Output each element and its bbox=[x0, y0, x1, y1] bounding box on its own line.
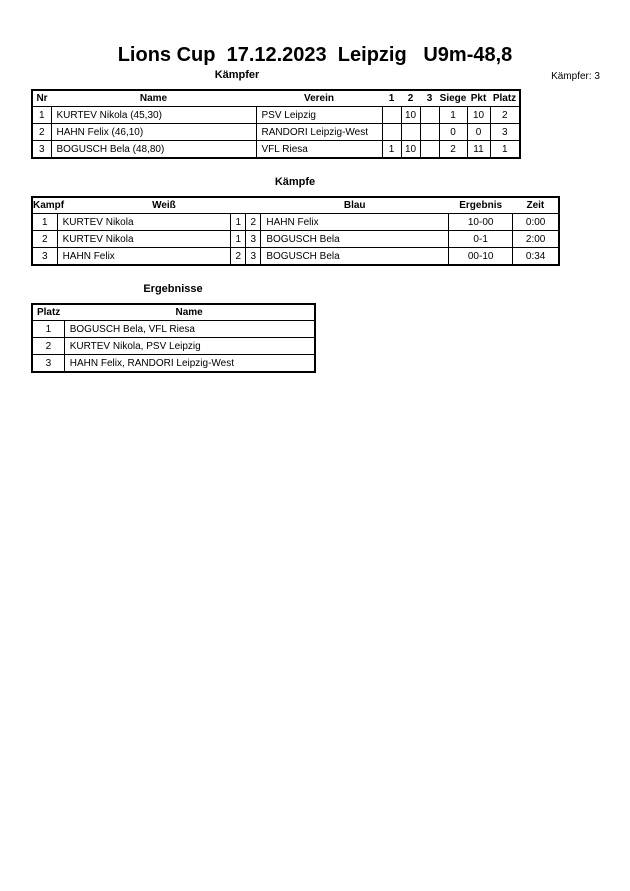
fighter-points: 11 bbox=[467, 141, 490, 159]
fighter-wins: 1 bbox=[439, 107, 467, 124]
fight-blue: HAHN Felix bbox=[261, 214, 449, 231]
col-pkt: Pkt bbox=[467, 90, 490, 107]
table-row bbox=[32, 338, 315, 355]
fighter-round-3 bbox=[420, 141, 439, 159]
table-row bbox=[32, 214, 559, 231]
col-platz: Platz bbox=[32, 304, 64, 321]
fighter-round-1: 1 bbox=[382, 141, 401, 159]
col-ergebnis: Ergebnis bbox=[449, 197, 513, 214]
fighter-name: KURTEV Nikola (45,30) bbox=[51, 107, 256, 124]
fights-table bbox=[31, 196, 560, 266]
col-blau: Blau bbox=[261, 197, 449, 214]
col-verein: Verein bbox=[256, 90, 382, 107]
fighter-round-2 bbox=[401, 124, 420, 141]
fighter-count: Kämpfer: 3 bbox=[551, 71, 600, 82]
fighter-round-1 bbox=[382, 107, 401, 124]
fighter-points: 0 bbox=[467, 124, 490, 141]
fighter-nr: 2 bbox=[32, 124, 51, 141]
results-header-row bbox=[32, 304, 315, 321]
fighter-name: HAHN Felix (46,10) bbox=[51, 124, 256, 141]
fight-time: 2:00 bbox=[513, 231, 559, 248]
table-row bbox=[32, 355, 315, 373]
result-place: 3 bbox=[32, 355, 64, 373]
fighter-club: RANDORI Leipzig-West bbox=[256, 124, 382, 141]
table-row bbox=[32, 231, 559, 248]
col-name: Name bbox=[64, 304, 315, 321]
fight-result: 10-00 bbox=[449, 214, 513, 231]
fight-blue: BOGUSCH Bela bbox=[261, 231, 449, 248]
col-zeit: Zeit bbox=[513, 197, 559, 214]
fighter-wins: 2 bbox=[439, 141, 467, 159]
fighters-table bbox=[31, 89, 521, 159]
fight-white: KURTEV Nikola bbox=[57, 214, 231, 231]
col-kampf: Kampf bbox=[32, 197, 57, 214]
fight-time: 0:00 bbox=[513, 214, 559, 231]
table-row bbox=[32, 321, 315, 338]
fighter-club: PSV Leipzig bbox=[256, 107, 382, 124]
fight-number: 2 bbox=[32, 231, 57, 248]
result-place: 2 bbox=[32, 338, 64, 355]
fighter-round-2: 10 bbox=[401, 141, 420, 159]
fighter-round-3 bbox=[420, 107, 439, 124]
fights-section-title: Kämpfe bbox=[274, 176, 316, 188]
fight-number: 1 bbox=[32, 214, 57, 231]
fight-white-nr: 2 bbox=[231, 248, 246, 266]
results-table bbox=[31, 303, 316, 373]
col-name: Name bbox=[51, 90, 256, 107]
results-section-title: Ergebnisse bbox=[143, 283, 203, 295]
fighters-section-title: Kämpfer bbox=[214, 69, 260, 81]
fighter-name: BOGUSCH Bela (48,80) bbox=[51, 141, 256, 159]
table-row bbox=[32, 141, 520, 159]
result-name: BOGUSCH Bela, VFL Riesa bbox=[64, 321, 315, 338]
result-place: 1 bbox=[32, 321, 64, 338]
fight-blue: BOGUSCH Bela bbox=[261, 248, 449, 266]
col-siege: Siege bbox=[439, 90, 467, 107]
fighter-club: VFL Riesa bbox=[256, 141, 382, 159]
fight-white: HAHN Felix bbox=[57, 248, 231, 266]
fight-blue-nr: 2 bbox=[246, 214, 261, 231]
page-title: Lions Cup 17.12.2023 Leipzig U9m-48,8 bbox=[117, 44, 513, 66]
col-round-2: 2 bbox=[401, 90, 420, 107]
col-weiss: Weiß bbox=[57, 197, 261, 214]
fighter-round-1 bbox=[382, 124, 401, 141]
fighter-nr: 3 bbox=[32, 141, 51, 159]
fight-time: 0:34 bbox=[513, 248, 559, 266]
fight-blue-nr: 3 bbox=[246, 248, 261, 266]
col-round-3: 3 bbox=[420, 90, 439, 107]
fighter-round-3 bbox=[420, 124, 439, 141]
table-row bbox=[32, 124, 520, 141]
fight-result: 00-10 bbox=[449, 248, 513, 266]
fighter-place: 2 bbox=[490, 107, 520, 124]
fighter-place: 3 bbox=[490, 124, 520, 141]
fight-blue-nr: 3 bbox=[246, 231, 261, 248]
fight-number: 3 bbox=[32, 248, 57, 266]
table-row bbox=[32, 248, 559, 266]
col-nr: Nr bbox=[32, 90, 51, 107]
fighter-points: 10 bbox=[467, 107, 490, 124]
fighter-place: 1 bbox=[490, 141, 520, 159]
fighter-nr: 1 bbox=[32, 107, 51, 124]
table-row bbox=[32, 107, 520, 124]
col-platz: Platz bbox=[490, 90, 520, 107]
result-name: KURTEV Nikola, PSV Leipzig bbox=[64, 338, 315, 355]
fight-result: 0-1 bbox=[449, 231, 513, 248]
col-round-1: 1 bbox=[382, 90, 401, 107]
fighter-wins: 0 bbox=[439, 124, 467, 141]
fighter-round-2: 10 bbox=[401, 107, 420, 124]
fight-white-nr: 1 bbox=[231, 231, 246, 248]
fighters-header-row bbox=[32, 90, 520, 107]
fight-white: KURTEV Nikola bbox=[57, 231, 231, 248]
fights-header-row bbox=[32, 197, 559, 214]
result-name: HAHN Felix, RANDORI Leipzig-West bbox=[64, 355, 315, 373]
fight-white-nr: 1 bbox=[231, 214, 246, 231]
